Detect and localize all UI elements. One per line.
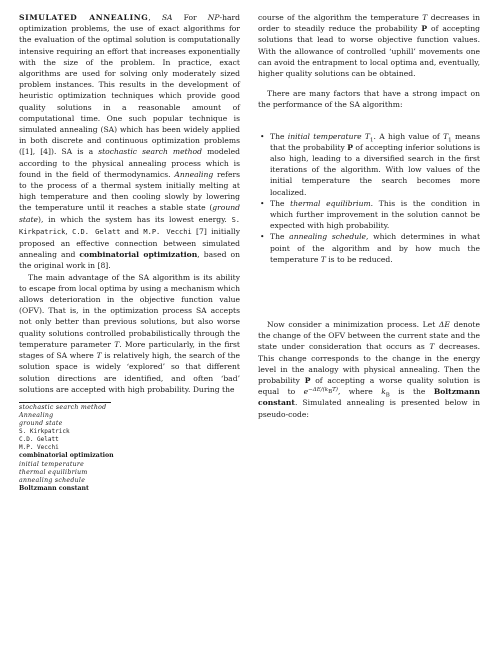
footnote-entry: Annealing xyxy=(19,412,54,419)
symbol-p: P xyxy=(347,142,353,152)
text: , which determines in what point of the algorithm and by how much the temperature xyxy=(270,232,481,264)
text: , where xyxy=(337,387,382,397)
paragraph-advantage xyxy=(19,272,240,395)
author-vecchi: M.P. Vecchi xyxy=(143,227,192,236)
text: -hard optimization problems, the use of exact algorithms for the evaluation of the optimal solution is computationally intensive requiring an effort that increases exponentially with the size of the problem. In practice, exact algorithms are used for solving only moderately sized problem instances. This results in the development of heuristic optimization techniques which provide good quality solutions in a reasonable amount of computational time. One such popular technique is simulated annealing (SA) which has been widely applied in both discrete and continuous optimization problems ([1], [4]). SA is a xyxy=(19,13,240,157)
paragraph-minimization xyxy=(258,319,480,420)
text: is the xyxy=(389,387,434,397)
left-column xyxy=(19,12,240,493)
footnote-entry: M.P. Vecchi xyxy=(19,444,59,452)
text: is relatively high, the search of the solution space is widely ‘explored’ so that different solution directions are identified, and often ‘bad’ solutions are accepted with high probability. During the xyxy=(19,351,241,394)
annealing-schedule-term: annealing schedule xyxy=(289,232,367,242)
exponent-text: T) xyxy=(332,386,338,393)
symbol-t: T xyxy=(96,351,102,361)
symbol-p: P xyxy=(421,24,428,34)
subscript: B xyxy=(385,392,390,399)
combinatorial-optimization-term: combinatorial optimization xyxy=(79,250,198,260)
annealing-term: Annealing xyxy=(174,169,214,179)
section-title: SIMULATED ANNEALING xyxy=(19,13,149,22)
author-kirkpatrick: S. Kirkpatrick xyxy=(19,215,240,236)
text: decreases. This change corresponds to the change in the energy level in the analogy with physical annealing. Then the probability xyxy=(258,342,481,386)
subscript: B xyxy=(328,388,333,395)
text: . A high value of xyxy=(373,131,444,141)
right-column xyxy=(258,12,480,420)
text: For xyxy=(183,13,208,22)
footnote-entry: combinatorial optimization xyxy=(19,452,114,460)
text: of accepting a worse quality solution is equal to xyxy=(258,376,480,397)
footnote-entry: initial temperature xyxy=(19,460,85,468)
text: denote the change of the OFV between the current state and the state under consideration that occurs as xyxy=(258,320,480,352)
text: ), in which the system has its lowest energy. xyxy=(38,214,232,224)
text: of accepting inferior solutions is also high, leading to a diversified search in the first iterations of the algorithm. With low values of the initial temperature the search becomes more localized. xyxy=(270,142,480,197)
symbol-e: e xyxy=(303,387,309,397)
section-title-abbr: SA xyxy=(161,13,173,22)
text: . Simulated annealing is presented below in pseudo-code: xyxy=(258,398,480,419)
symbol-k: k xyxy=(381,387,386,397)
footnote-entry: S. Kirkpatrick xyxy=(19,428,70,436)
symbol-t: T xyxy=(422,13,428,22)
stochastic-term: stochastic search method xyxy=(98,147,202,157)
text: course of the algorithm the temperature xyxy=(258,13,423,22)
text: Now consider a minimization process. Let xyxy=(267,320,439,330)
text: and xyxy=(120,226,144,236)
symbol-t: T xyxy=(364,131,370,141)
text: The main advantage of the SA algorithm is its ability to escape from local optima by using a mechanism which allows deterioration in the objective function value (OFV). That is, in the optimization process SA accepts not only better than previous solutions, but also worse quality solutions controlled probabilistically through the temperature parameter xyxy=(19,272,240,349)
footnote-index xyxy=(19,404,240,493)
list-item xyxy=(258,198,480,232)
footnote-entry: C.D. Gelatt xyxy=(19,436,59,444)
thermal-equilibrium-term: thermal equilibrium xyxy=(290,198,371,208)
boltzmann-constant-term: Boltzmann constant xyxy=(258,387,480,408)
np-term: NP xyxy=(207,13,220,22)
text: means that the probability xyxy=(270,131,480,152)
text: modeled according to the physical annealing process which is found in the field of thermodynamics. xyxy=(19,147,240,179)
subscript: 1 xyxy=(448,137,452,144)
text: decreases in order to steadily reduce the probability xyxy=(258,13,480,34)
author-gelatt: C.D. Gelatt xyxy=(72,227,121,236)
text: , based on the original work in [8]. xyxy=(19,250,240,271)
symbol-delta-e: ΔE xyxy=(438,320,450,330)
text: refers to the process of a thermal system initially melting at high temperature and then cooling slowly by lowering the temperature until it reaches a stable state ( xyxy=(19,169,240,213)
section-paragraph-intro: SIMULATED ANNEALING, SA For NP-hard optimization problems, the use of exact algorithms for the evaluation of the optimal solution is computationally intensive requiring an effort that increases exponentially with the size of the problem. In practice, exact algorithms are used for solving only moderately sized problem instances. This results in the development of heuristic optimization techniques which provide good quality solutions in a reasonable amount of computational time. One such popular technique is simulated annealing (SA) which has been widely applied in both discrete and continuous optimization problems ([1], [4]). SA is a stochastic search method modeled according to the physical annealing process which is found in the field of thermodynamics. Annealing refers to the process of a thermal system initially melting at high temperature and then cooling slowly by lowering the temperature until it reaches a stable state (ground state), in which the system has its lowest energy. S. Kirkpatrick, C.D. Gelatt and M.P. Vecchi [7] initially proposed an effective connection between simulated annealing and combinatorial optimization, based on the original work in [8]. xyxy=(19,13,241,271)
factors-list xyxy=(258,131,480,265)
exponent-text: −ΔE/(k xyxy=(308,386,329,393)
text: The xyxy=(270,131,288,141)
list-item xyxy=(258,131,480,198)
text: . This is the condition in which further improvement in the solution cannot be expected with high probability. xyxy=(270,198,480,231)
text: The xyxy=(270,198,291,208)
initial-temperature-term: initial temperature xyxy=(287,131,362,141)
list-item xyxy=(258,231,480,265)
ground-state-term: ground state xyxy=(19,203,240,224)
text: . More particularly, in the first stages of SA where xyxy=(19,339,240,361)
subscript: 1 xyxy=(370,137,374,144)
footnote-entry: thermal equilibrium xyxy=(19,468,88,476)
text: , xyxy=(65,226,73,236)
symbol-t: T xyxy=(443,131,449,141)
paragraph-factors: There are many factors that have a strong impact on the performance of the SA algorithm: xyxy=(258,89,480,110)
footnote-entry: Boltzmann constant xyxy=(19,484,89,492)
symbol-t: T xyxy=(320,254,326,264)
footnote-entry: stochastic search method xyxy=(19,403,107,411)
exponent xyxy=(308,387,338,393)
text: of accepting solutions that lead to worse objective function values. With the allowance of controlled ‘uphill’ movements one can avoid the entrapment to local optima and, eventually, higher quality solutions can be obtained. xyxy=(258,24,480,79)
text: [7] initially proposed an effective connection between simulated annealing and xyxy=(19,226,241,260)
symbol-p: P xyxy=(304,376,311,386)
symbol-t: T xyxy=(429,342,435,352)
paragraph-continuation xyxy=(258,12,480,79)
footnote-entry: ground state xyxy=(19,420,63,428)
footnote-entry: annealing schedule xyxy=(19,476,86,484)
text: The xyxy=(270,232,290,242)
footnote-divider xyxy=(19,402,111,403)
symbol-t: T xyxy=(114,339,120,349)
text: is to be reduced. xyxy=(325,254,393,264)
